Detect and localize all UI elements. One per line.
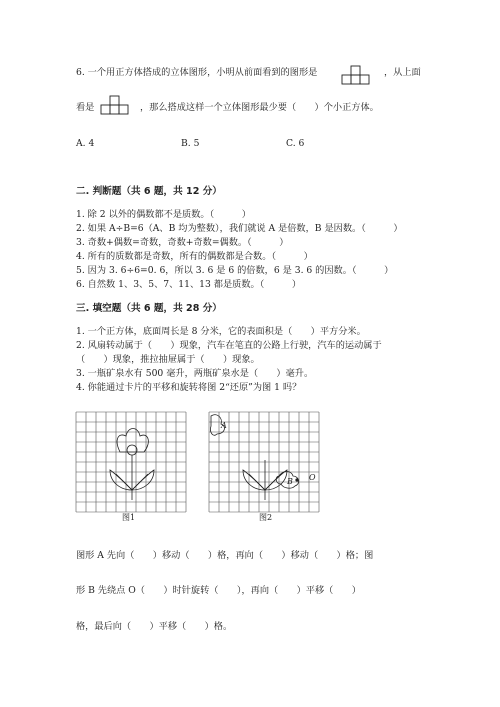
section2-title: 二. 判断题（共 6 题，共 12 分） — [76, 186, 222, 197]
answer-line-3: 格，最后向（ ）平移（ ）格。 — [76, 621, 233, 632]
figure-1-grid — [76, 412, 186, 512]
figure-2-grid — [209, 412, 319, 512]
section3-item-1: 1. 一个正方体，底面周长是 8 分米，它的表面积是（ ）平方分米。 — [76, 326, 366, 337]
fig2-label-b: B — [287, 477, 293, 486]
front-view-figure — [341, 65, 381, 89]
section2-item-6: 6. 自然数 1、3、5、7、11、13 都是质数。（ ） — [76, 279, 302, 290]
fig2-label-a: A — [221, 421, 227, 430]
answer-line-2: 形 B 先绕点 O（ ）时针旋转（ ），再向（ ）平移（ ） — [76, 585, 361, 596]
flower-drawing — [110, 429, 154, 501]
section3-item-2: 2. 风扇转动属于（ ）现象，汽车在笔直的公路上行驶，汽车的运动属于 — [76, 340, 382, 351]
section2-item-5: 5. 因为 3. 6÷6=0. 6，所以 3. 6 是 6 的倍数，6 是 3. 6 的因数。（ ） — [76, 265, 394, 276]
fig2-label-o: O — [309, 473, 316, 482]
q6-option-b: B. 5 — [181, 138, 200, 149]
figure-1-caption: 图1 — [122, 513, 136, 522]
section3-item-4: 4. 你能通过卡片的平移和旋转将图 2“还原”为图 1 吗？ — [76, 382, 302, 393]
q6-line1: 6. 一个用正方体搭成的立体图形，小明从前面看到的图形是 — [76, 67, 318, 78]
figure-2-caption: 图2 — [259, 513, 273, 522]
q6-line1-end: ，从上面 — [384, 67, 421, 78]
section2-item-4: 4. 所有的质数都是奇数，所有的偶数都是合数。（ ） — [76, 251, 313, 262]
top-view-figure — [100, 95, 140, 119]
answer-line-1: 图形 A 先向（ ）移动（ ）格，再向（ ）移动（ ）格；图 — [76, 550, 374, 561]
section3-item-2-cont: （ ）现象，推拉抽屉属于（ ）现象。 — [76, 354, 260, 365]
section2-item-1: 1. 除 2 以外的偶数都不是质数。（ ） — [76, 209, 251, 220]
section3-title: 三. 填空题（共 6 题，共 28 分） — [76, 303, 222, 314]
section2-item-3: 3. 奇数+偶数=奇数，奇数+奇数=偶数。（ ） — [76, 237, 289, 248]
q6-line2-end: ，那么搭成这样一个立体图形最少要（ ）个小正方体。 — [140, 102, 379, 113]
q6-option-a: A. 4 — [76, 138, 95, 149]
q6-option-c: C. 6 — [286, 138, 305, 149]
section2-item-2: 2. 如果 A÷B=6（A、B 均为整数），我们就说 A 是倍数，B 是因数。（ ） — [76, 223, 403, 234]
section3-item-3: 3. 一瓶矿泉水有 500 毫升，两瓶矿泉水是（ ）毫升。 — [76, 368, 314, 379]
q6-line2-start: 看是 — [76, 102, 95, 113]
